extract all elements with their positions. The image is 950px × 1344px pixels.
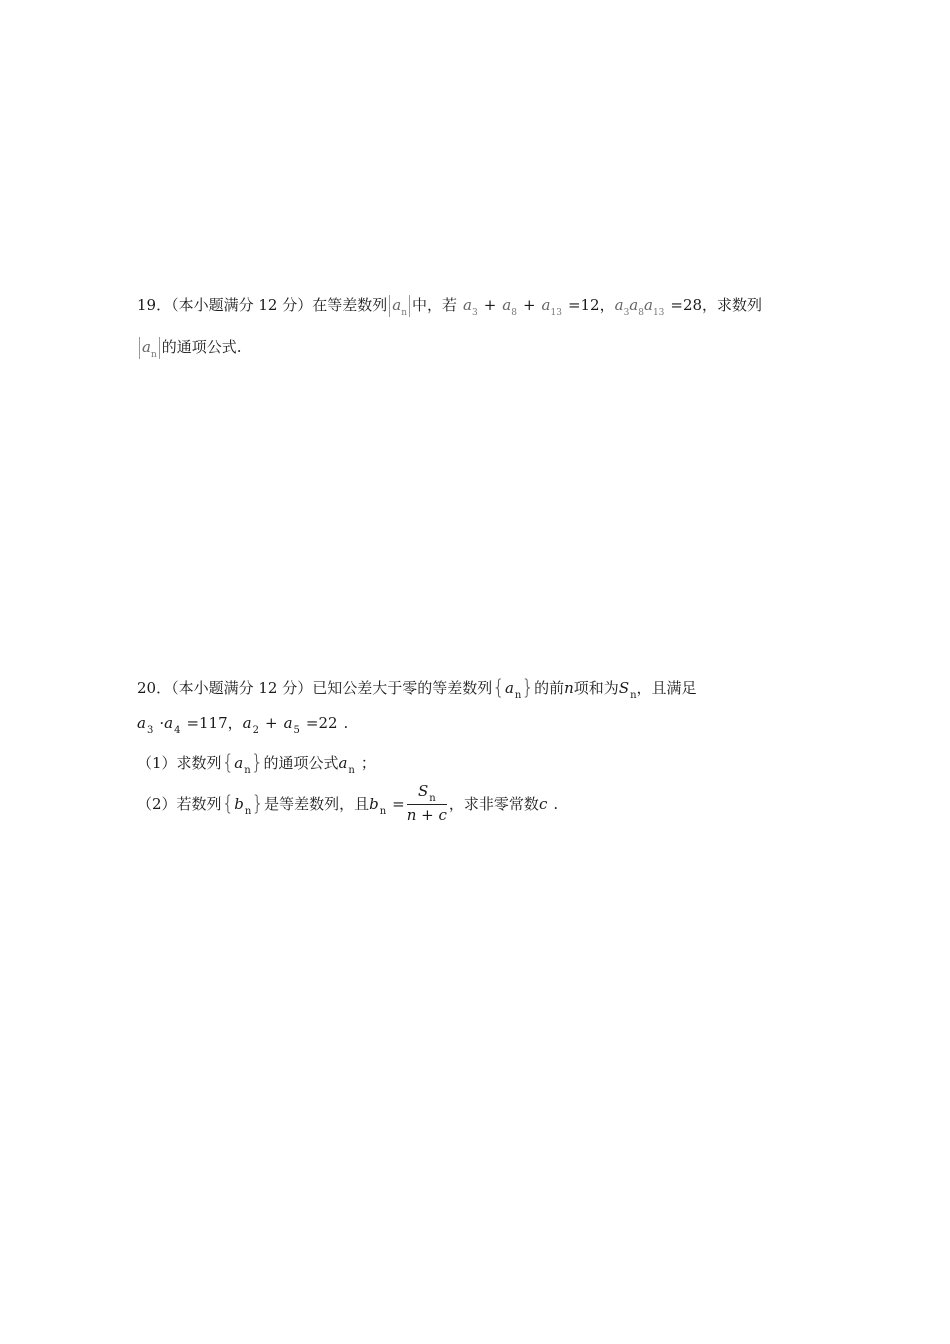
q19-text-d: 的通项公式. <box>161 338 242 356</box>
q20-part-1 <box>137 749 376 776</box>
left-brace: { <box>492 675 505 699</box>
cond2-rhs: =22 <box>305 714 338 732</box>
cond2-a2-sub: 2 <box>252 725 259 736</box>
right-brace: } <box>251 791 265 815</box>
seq-var: a <box>392 296 402 314</box>
q19-text-b: 中，若 <box>411 296 457 314</box>
right-bar <box>159 337 160 359</box>
right-bar <box>409 295 410 317</box>
right-brace: } <box>250 750 264 774</box>
left-brace: { <box>221 791 235 815</box>
general-term-var: a <box>338 754 348 772</box>
q20-part-2 <box>137 784 558 826</box>
q19-number: 19． <box>137 296 172 314</box>
q19-comma: ， <box>599 296 615 314</box>
eq2-a8-var: a <box>629 296 639 314</box>
q20-period: . <box>343 714 349 732</box>
S-sub: n <box>630 690 637 701</box>
cond1-dot: · <box>159 714 165 732</box>
b-seq-sub: n <box>244 806 252 817</box>
S-var: S <box>618 679 630 697</box>
part1-text-b: 的通项公式 <box>263 754 339 772</box>
part2-end: . <box>553 795 559 813</box>
cond2-a2-var: a <box>242 714 252 732</box>
q20-number: 20． <box>137 679 172 697</box>
eq2-rhs: =28 <box>670 296 703 314</box>
cond1-a4-var: a <box>164 714 174 732</box>
fraction-numerator <box>407 782 447 805</box>
left-bar <box>139 337 140 359</box>
part2-label: （2） <box>137 795 177 813</box>
part1-label: （1） <box>137 754 177 772</box>
eq1-a3-var: a <box>463 296 472 314</box>
seq-sub: n <box>401 308 407 318</box>
q19-text-a: 在等差数列 <box>312 296 388 314</box>
cond1-rhs: =117 <box>186 714 228 732</box>
cond1-a3-sub: 3 <box>146 725 154 736</box>
bn-var: b <box>369 795 379 813</box>
eq2-a3-var: a <box>614 296 624 314</box>
fraction <box>407 782 447 824</box>
left-brace: { <box>221 750 235 774</box>
left-bar <box>389 295 390 317</box>
seq-var: a <box>142 338 151 356</box>
right-brace: } <box>521 675 535 699</box>
eq1-plus-1: + <box>483 296 497 314</box>
b-seq-var: b <box>234 795 244 813</box>
seq-sub: n <box>514 690 522 701</box>
eq1-rhs: =12 <box>567 296 600 314</box>
eq2-a3-sub: 3 <box>623 308 630 318</box>
q20-text-a: 已知公差大于零的等差数列 <box>312 679 493 697</box>
q20-line-1 <box>137 674 697 701</box>
bn-sub: n <box>379 806 387 817</box>
seq-sub: n <box>244 765 251 776</box>
eq2-a13-sub: 13 <box>652 308 665 318</box>
cond2-plus: + <box>264 714 278 732</box>
eq1-a3-sub: 3 <box>471 308 478 318</box>
seq-var: a <box>504 679 514 697</box>
c-var: c <box>538 795 548 813</box>
general-term-sub: n <box>348 765 355 776</box>
q19-line-2 <box>137 336 242 359</box>
num-S-sub: n <box>429 793 436 804</box>
part2-text-c: ，求非零常数 <box>448 795 539 813</box>
seq-sub: n <box>150 350 157 360</box>
cond1-a4-sub: 4 <box>174 725 181 736</box>
part1-end: ； <box>360 754 376 772</box>
part1-text-a: 求数列 <box>176 754 222 772</box>
fraction-denominator: n + c <box>406 806 447 824</box>
part2-text-b: 是等差数列，且 <box>264 795 370 813</box>
q20-points: （本小题满分 12 分） <box>171 679 313 697</box>
num-S-var: S <box>417 782 429 800</box>
part2-text-a: 若数列 <box>176 795 222 813</box>
eq2-a8-sub: 8 <box>638 308 644 318</box>
cond2-a5-sub: 5 <box>293 725 300 736</box>
eq1-a13-var: a <box>541 296 551 314</box>
eq1-a13-sub: 13 <box>550 308 562 318</box>
q20-text-d: ，且满足 <box>636 679 697 697</box>
q20-text-c: 项和为 <box>573 679 619 697</box>
eq1-a8-sub: 8 <box>511 308 517 318</box>
q20-text-b: 的前 <box>534 679 565 697</box>
q19-text-c: ，求数列 <box>702 296 763 314</box>
cond1-a3-var: a <box>137 714 146 732</box>
q19-line-1 <box>137 294 762 317</box>
q20-line-2 <box>137 712 349 736</box>
eq2-a13-var: a <box>643 296 653 314</box>
eq1-a8-var: a <box>502 296 512 314</box>
n-var: n <box>564 679 574 697</box>
q19-points: （本小题满分 12 分） <box>171 296 313 314</box>
seq-var: a <box>234 754 244 772</box>
part2-eq: = <box>392 795 405 813</box>
eq1-plus-2: + <box>522 296 536 314</box>
cond2-a5-var: a <box>283 714 293 732</box>
q20-comma: ， <box>227 714 243 732</box>
